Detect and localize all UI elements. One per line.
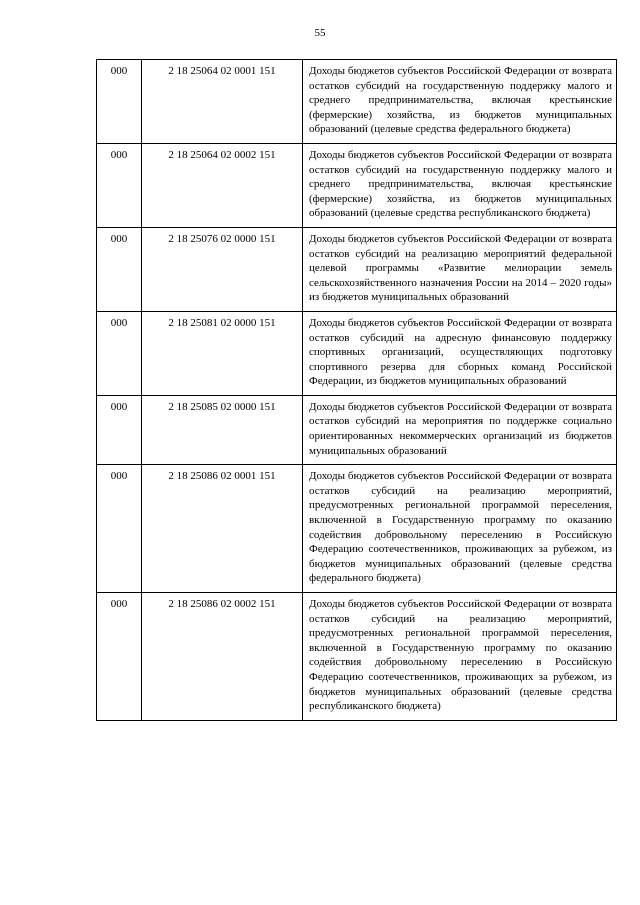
classification-code-cell: 2 18 25076 02 0000 151	[142, 227, 303, 311]
classification-code-cell: 2 18 25086 02 0002 151	[142, 593, 303, 721]
table-row	[97, 465, 617, 593]
revenue-name-cell: Доходы бюджетов субъектов Российской Федерации от возврата остатков субсидий на реализацию мероприятий федеральной целевой программы «Развитие мелиорации земель сельскохозяйственного назначения России на 2014 – 2020 годы» из бюджетов муниципальных образований	[303, 227, 617, 311]
admin-code-cell: 000	[97, 395, 142, 464]
revenue-name-cell: Доходы бюджетов субъектов Российской Федерации от возврата остатков субсидий на адресную финансовую поддержку спортивных организаций, осуществляющих подготовку спортивного резерва для сборных команд Российской Федерации, из бюджетов муниципальных образований	[303, 311, 617, 395]
admin-code-cell: 000	[97, 143, 142, 227]
revenue-classification-table	[96, 59, 617, 721]
page-number: 55	[314, 27, 326, 39]
classification-code-cell: 2 18 25081 02 0000 151	[142, 311, 303, 395]
classification-code-cell: 2 18 25064 02 0002 151	[142, 143, 303, 227]
table-row	[97, 593, 617, 721]
classification-code-cell: 2 18 25064 02 0001 151	[142, 60, 303, 144]
classification-code-cell: 2 18 25086 02 0001 151	[142, 465, 303, 593]
table-row	[97, 311, 617, 395]
revenue-name-cell: Доходы бюджетов субъектов Российской Федерации от возврата остатков субсидий на реализацию мероприятий, предусмотренных региональной программой переселения, включенной в Государственную программу по оказанию содействия добровольному переселению в Российскую Федерацию соотечественников, проживающих за рубежом, из бюджетов муниципальных образований (целевые средства республиканского бюджета)	[303, 593, 617, 721]
revenue-name-cell: Доходы бюджетов субъектов Российской Федерации от возврата остатков субсидий на государственную поддержку малого и среднего предпринимательства, включая крестьянские (фермерские) хозяйства, из бюджетов муниципальных образований (целевые средства республиканского бюджета)	[303, 143, 617, 227]
revenue-name-cell: Доходы бюджетов субъектов Российской Федерации от возврата остатков субсидий на реализацию мероприятий, предусмотренных региональной программой переселения, включенной в Государственную программу по оказанию содействия добровольному переселению в Российскую Федерацию соотечественников, проживающих за рубежом, из бюджетов муниципальных образований (целевые средства федерального бюджета)	[303, 465, 617, 593]
table-row	[97, 143, 617, 227]
admin-code-cell: 000	[97, 227, 142, 311]
admin-code-cell: 000	[97, 60, 142, 144]
admin-code-cell: 000	[97, 311, 142, 395]
table-row	[97, 227, 617, 311]
table-row	[97, 395, 617, 464]
revenue-name-cell: Доходы бюджетов субъектов Российской Федерации от возврата остатков субсидий на мероприятия по поддержке социально ориентированных некоммерческих организаций из бюджетов муниципальных образований	[303, 395, 617, 464]
classification-code-cell: 2 18 25085 02 0000 151	[142, 395, 303, 464]
admin-code-cell: 000	[97, 593, 142, 721]
table-row	[97, 60, 617, 144]
revenue-name-cell: Доходы бюджетов субъектов Российской Федерации от возврата остатков субсидий на государственную поддержку малого и среднего предпринимательства, включая крестьянские (фермерские) хозяйства, из бюджетов муниципальных образований (целевые средства федерального бюджета)	[303, 60, 617, 144]
admin-code-cell: 000	[97, 465, 142, 593]
